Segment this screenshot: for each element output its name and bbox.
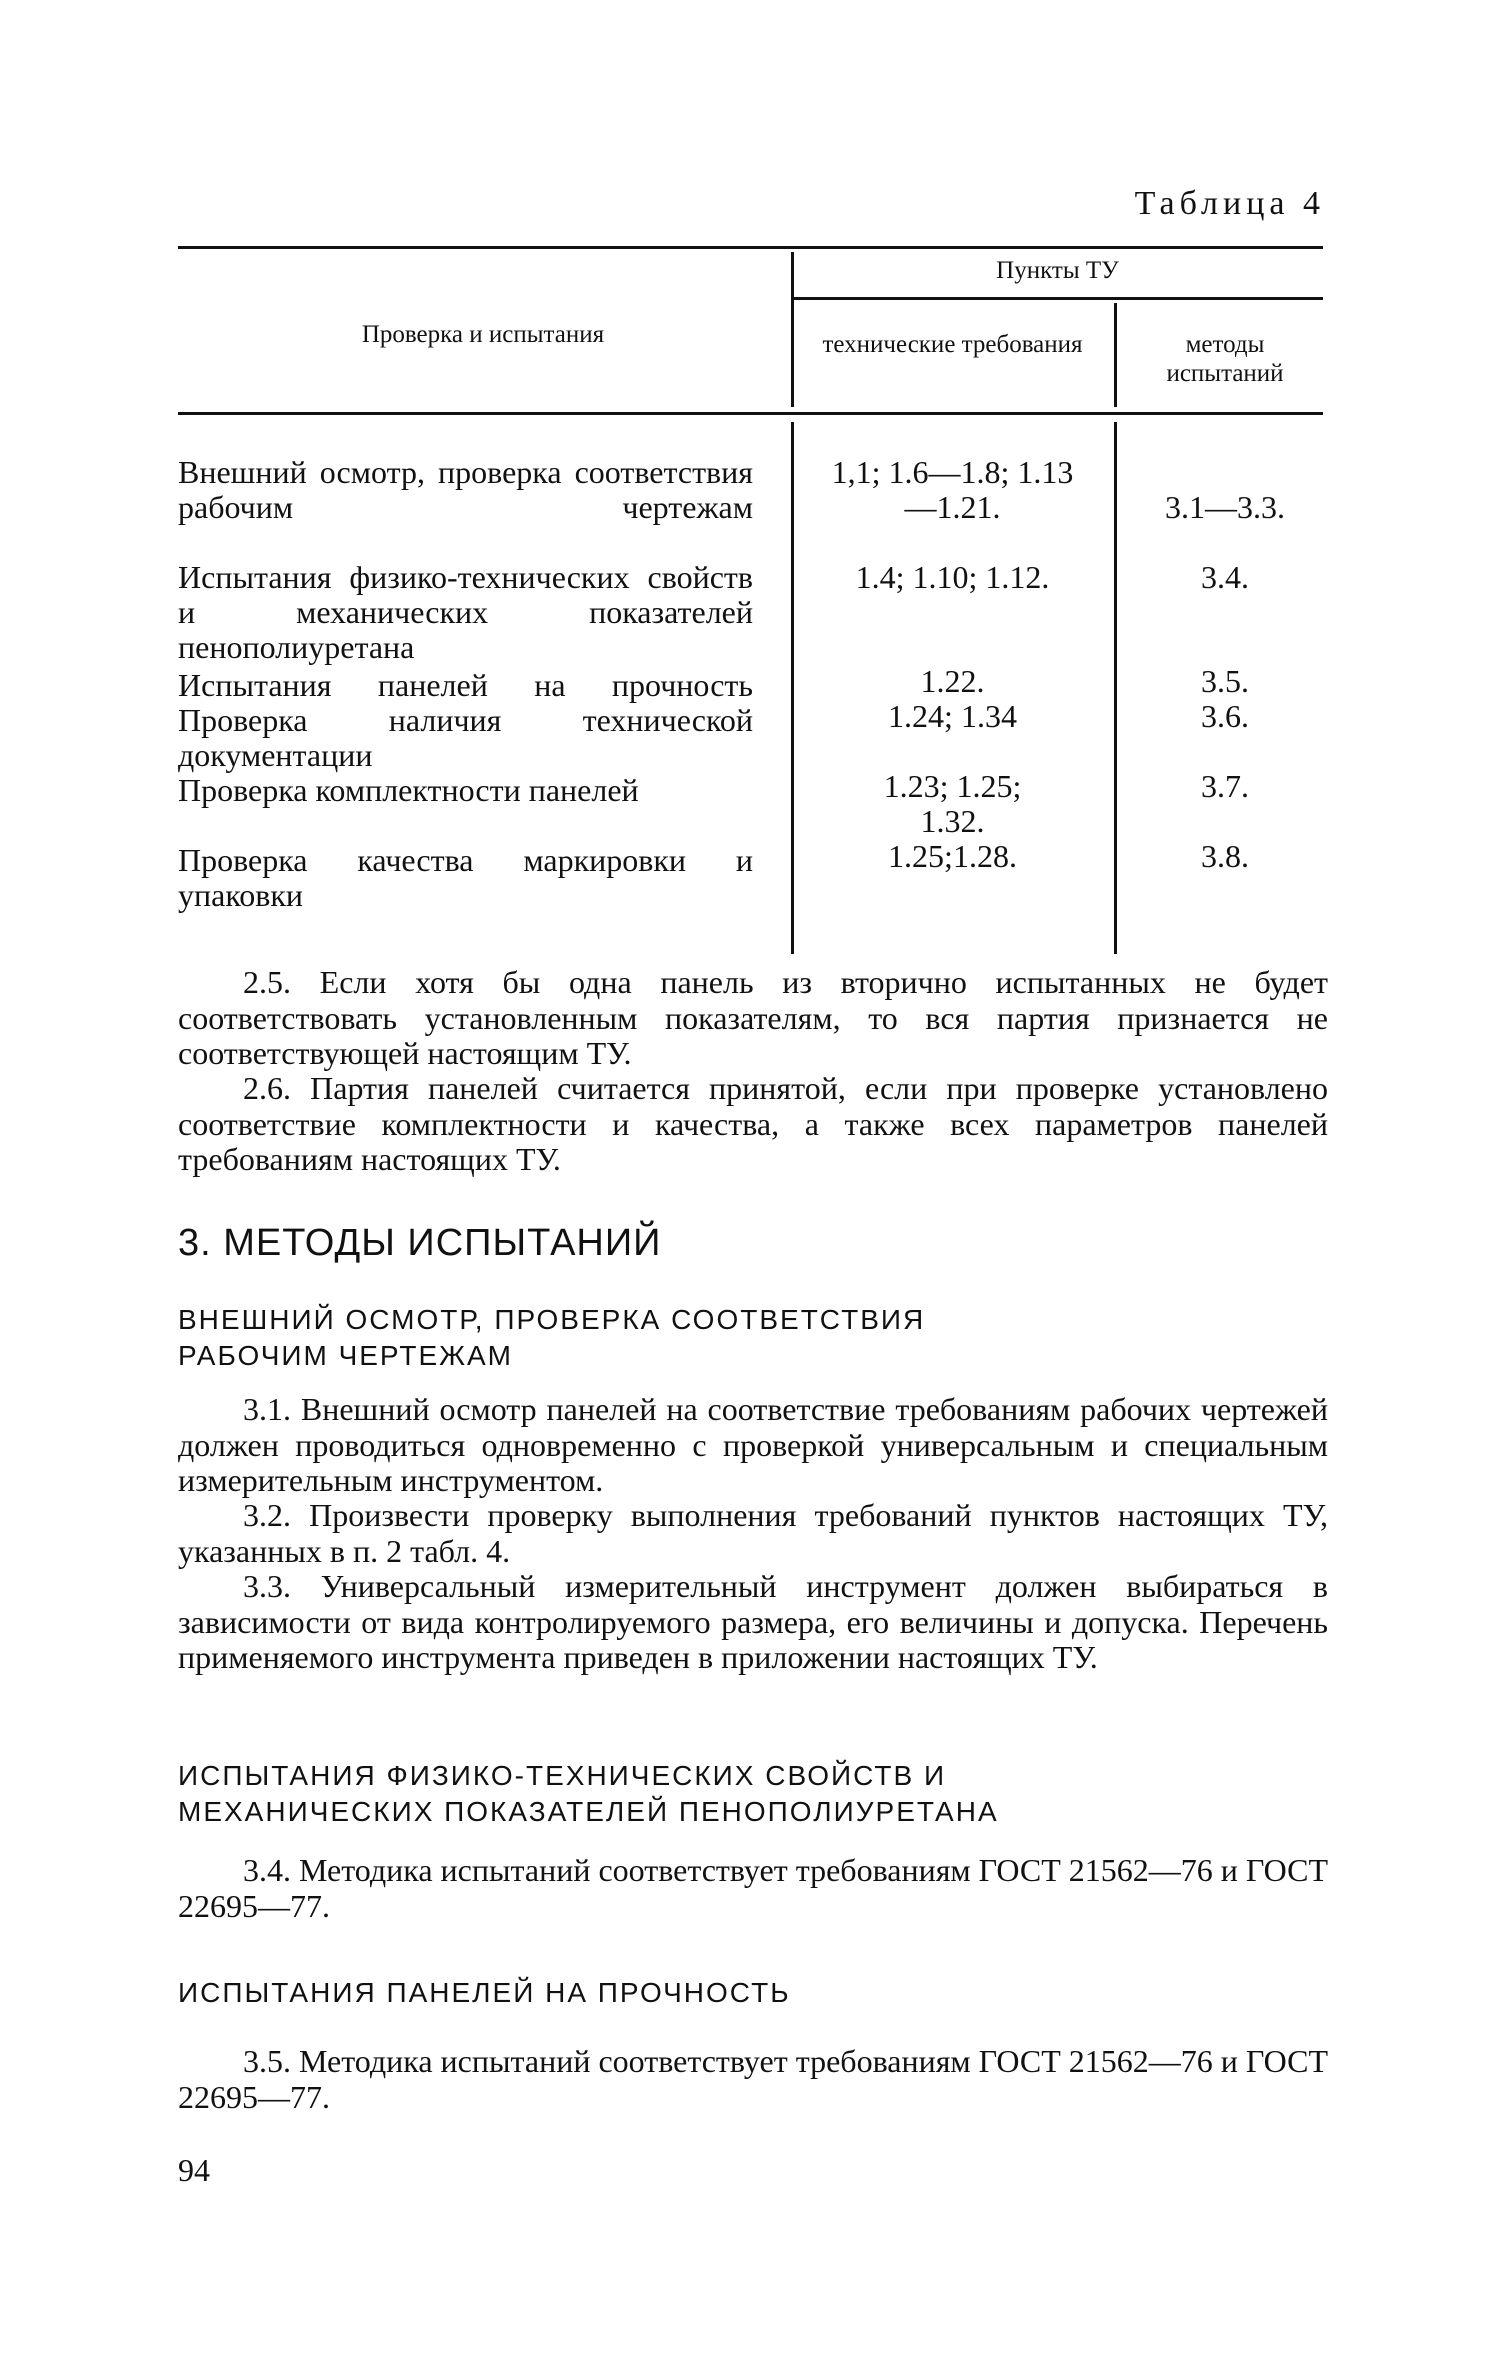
table-vline-2	[1114, 303, 1117, 407]
row-5-methods: 3.7.	[1201, 768, 1249, 804]
row-4-methods: 3.6.	[1201, 698, 1249, 734]
table-vline-2-body	[1114, 422, 1117, 954]
row-2-check: Испытания физико-технических свойств и механических показателей пенополиуретана	[178, 559, 753, 665]
subsection-physical-tests: ИСПЫТАНИЯ ФИЗИКО-ТЕХНИЧЕСКИХ СВОЙСТВ И МЕХАНИЧЕСКИХ ПОКАЗАТЕЛЕЙ ПЕНОПОЛИУРЕТАНА	[178, 1760, 999, 1827]
header-tech: технические требования	[822, 331, 1083, 358]
table-caption: Таблица 4	[1134, 185, 1325, 222]
row-5-tech: 1.23; 1.25; 1.32.	[883, 768, 1022, 839]
row-6-check: Проверка качества маркировки и упаковки	[178, 842, 753, 913]
paragraph-3-5: 3.5. Методика испытаний соответствует требованиям ГОСТ 21562—76 и ГОСТ 22695—77.	[178, 2043, 1328, 2115]
row-6-tech: 1.25;1.28.	[888, 838, 1017, 874]
paragraph-3-1: 3.1. Внешний осмотр панелей на соответствие требованиям рабочих чертежей должен проводиться одновременно с проверкой универсальным и специальным измерительным инструментом.	[178, 1391, 1328, 1498]
header-group: Пункты ТУ	[996, 257, 1119, 284]
page-number: 94	[178, 2152, 210, 2188]
row-2-tech: 1.4; 1.10; 1.12.	[855, 559, 1050, 595]
paragraph-2-5: 2.5. Если хотя бы одна панель из вторично испытанных не будет соответствовать установленным показателям, то вся партия признается не соответствующей настоящим ТУ.	[178, 964, 1328, 1071]
subsection-visual-inspection: ВНЕШНИЙ ОСМОТР, ПРОВЕРКА СООТВЕТСТВИЯ РАБОЧИМ ЧЕРТЕЖАМ	[178, 1304, 926, 1371]
table-vline-1-body	[791, 422, 794, 954]
paragraph-2-6: 2.6. Партия панелей считается принятой, если при проверке установлено соответствие комплектности и качества, а также всех параметров панелей требованиям настоящих ТУ.	[178, 1070, 1328, 1177]
row-2-methods: 3.4.	[1201, 559, 1249, 595]
row-4-check: Проверка наличия технической документации	[178, 702, 753, 773]
paragraph-3-2: 3.2. Произвести проверку выполнения требований пунктов настоящих ТУ, указанных в п. 2 табл. 4.	[178, 1497, 1328, 1569]
row-4-tech: 1.24; 1.34	[888, 698, 1017, 734]
row-5-check: Проверка комплектности панелей	[178, 772, 639, 808]
table-group-rule	[793, 297, 1323, 300]
row-3-check: Испытания панелей на прочность	[178, 667, 753, 703]
table-top-rule	[178, 246, 1323, 249]
subsection-strength-tests: ИСПЫТАНИЯ ПАНЕЛЕЙ НА ПРОЧНОСТЬ	[178, 1977, 791, 2008]
row-1-tech: 1,1; 1.6—1.8; 1.13—1.21.	[831, 454, 1074, 525]
header-checks: Проверка и испытания	[361, 321, 605, 348]
table-vline-1	[791, 252, 794, 407]
section-3-title: 3. МЕТОДЫ ИСПЫТАНИЙ	[178, 1222, 662, 1264]
table-header-rule	[178, 412, 1323, 415]
row-3-methods: 3.5.	[1201, 663, 1249, 699]
paragraph-3-3: 3.3. Универсальный измерительный инструмент должен выбираться в зависимости от вида контролируемого размера, его величины и допуска. Перечень применяемого инструмента приведен в приложении настоящих ТУ.	[178, 1568, 1328, 1675]
header-methods: методы испытаний	[1166, 331, 1284, 387]
row-6-methods: 3.8.	[1201, 838, 1249, 874]
paragraph-3-4: 3.4. Методика испытаний соответствует требованиям ГОСТ 21562—76 и ГОСТ 22695—77.	[178, 1852, 1328, 1924]
row-1-check: Внешний осмотр, проверка соответствия рабочим чертежам	[178, 454, 753, 525]
row-1-methods: 3.1—3.3.	[1165, 489, 1285, 525]
row-3-tech: 1.22.	[920, 663, 985, 699]
